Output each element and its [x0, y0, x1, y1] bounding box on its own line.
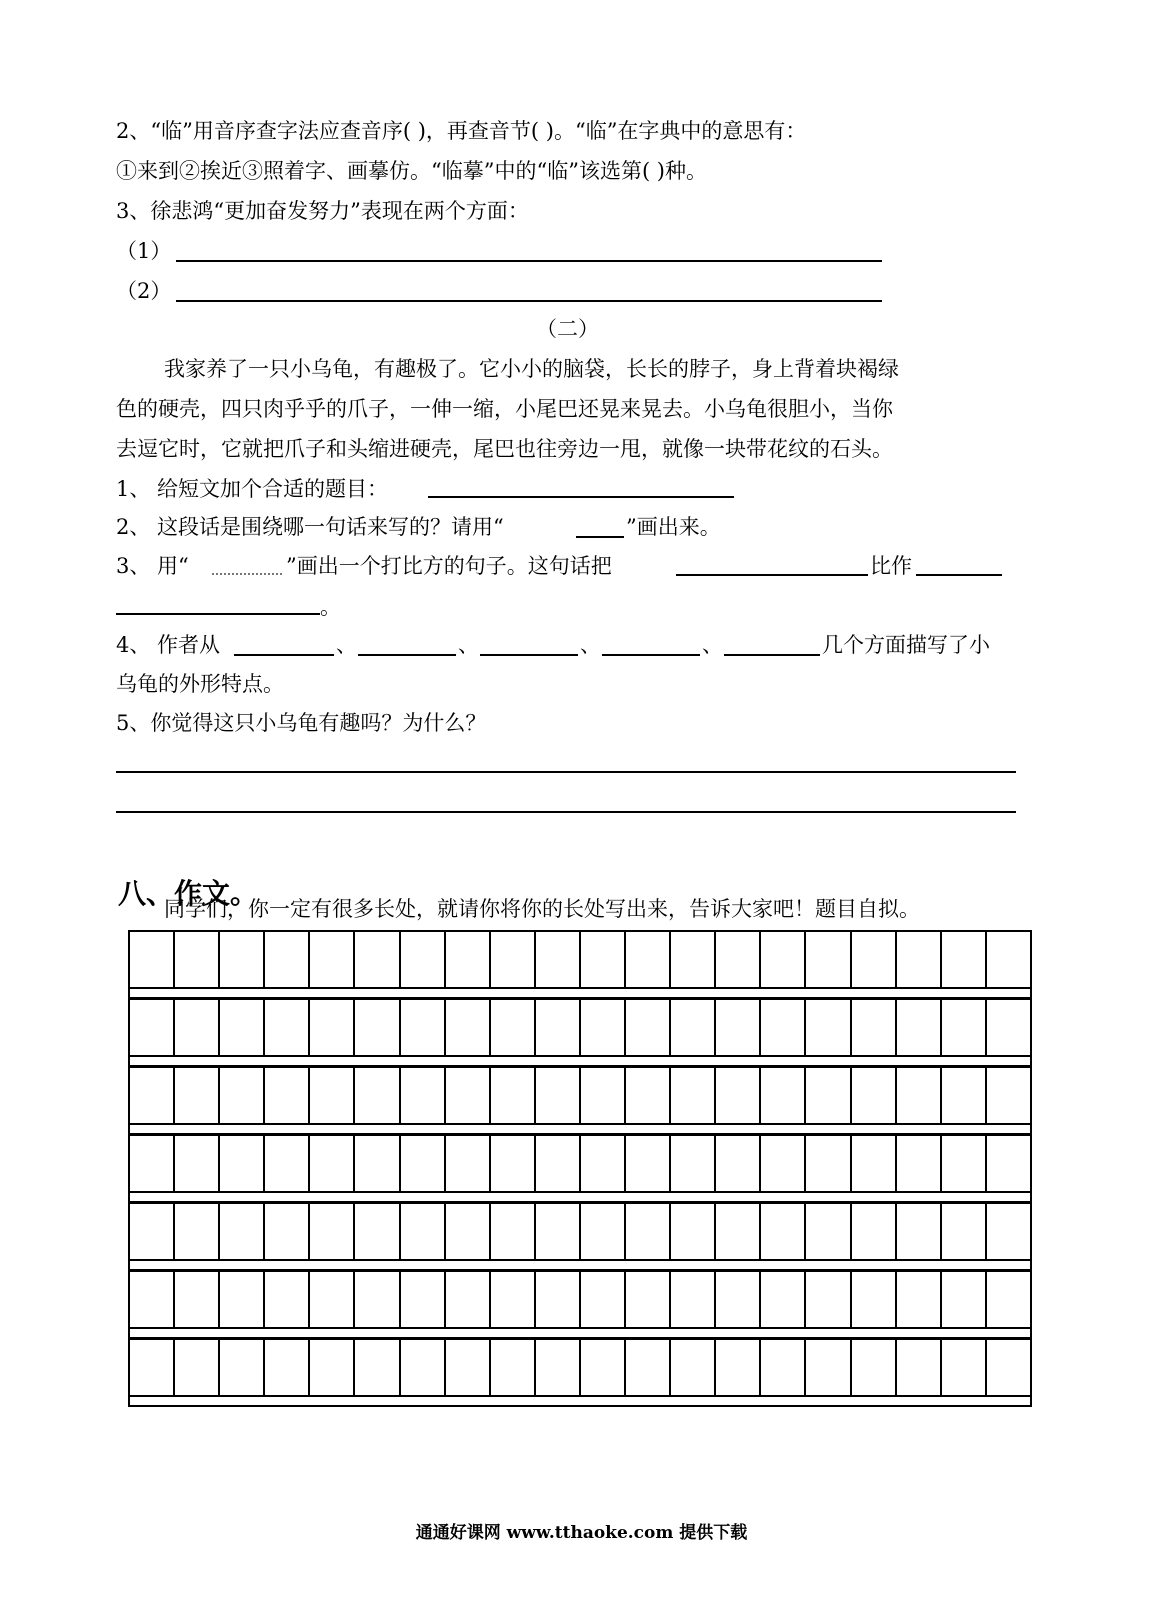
grid-cell[interactable]	[130, 1270, 175, 1327]
grid-cell[interactable]	[716, 1066, 761, 1123]
grid-cell[interactable]	[942, 930, 987, 987]
grid-cell[interactable]	[897, 1066, 942, 1123]
grid-cell[interactable]	[265, 1134, 310, 1191]
grid-cell[interactable]	[265, 1270, 310, 1327]
grid-cell[interactable]	[446, 1338, 491, 1395]
grid-cell[interactable]	[401, 1066, 446, 1123]
grid-cell[interactable]	[130, 1134, 175, 1191]
grid-cell[interactable]	[897, 1202, 942, 1259]
grid-cell[interactable]	[761, 1202, 806, 1259]
grid-cell[interactable]	[671, 1270, 716, 1327]
grid-cell[interactable]	[716, 1134, 761, 1191]
answer-line[interactable]	[234, 654, 334, 656]
grid-cell[interactable]	[446, 1202, 491, 1259]
answer-line[interactable]	[176, 300, 882, 302]
grid-cell[interactable]	[852, 1202, 897, 1259]
answer-line[interactable]	[116, 771, 1016, 773]
grid-cell[interactable]	[761, 1134, 806, 1191]
grid-cell[interactable]	[987, 1202, 1032, 1259]
grid-cell[interactable]	[897, 1134, 942, 1191]
grid-cell[interactable]	[987, 998, 1032, 1055]
grid-cell[interactable]	[761, 930, 806, 987]
grid-cell[interactable]	[942, 1202, 987, 1259]
grid-cell[interactable]	[310, 930, 355, 987]
separator: 、	[580, 633, 601, 657]
grid-cell[interactable]	[626, 1270, 671, 1327]
grid-cell[interactable]	[581, 1134, 626, 1191]
grid-cell[interactable]	[806, 1066, 851, 1123]
answer-line[interactable]	[116, 613, 320, 615]
grid-cell[interactable]	[626, 1202, 671, 1259]
grid-cell[interactable]	[852, 1134, 897, 1191]
grid-cell[interactable]	[310, 1134, 355, 1191]
grid-cell[interactable]	[761, 1270, 806, 1327]
grid-cell[interactable]	[536, 930, 581, 987]
grid-cell[interactable]	[130, 930, 175, 987]
grid-cell[interactable]	[355, 1134, 400, 1191]
grid-cell[interactable]	[942, 1134, 987, 1191]
grid-cell[interactable]	[942, 1270, 987, 1327]
grid-cell[interactable]	[175, 1066, 220, 1123]
grid-cell[interactable]	[536, 1270, 581, 1327]
grid-cell[interactable]	[761, 998, 806, 1055]
footer-credit: 通通好课网 www.tthaoke.com 提供下载	[415, 1523, 748, 1543]
grid-cell[interactable]	[581, 998, 626, 1055]
grid-cell[interactable]	[220, 1066, 265, 1123]
grid-cell[interactable]	[265, 1338, 310, 1395]
grid-cell[interactable]	[987, 930, 1032, 987]
separator: 、	[458, 633, 479, 657]
grid-cell[interactable]	[671, 1134, 716, 1191]
grid-cell[interactable]	[401, 1202, 446, 1259]
question-1: 1、 给短文加个合适的题目：	[116, 477, 389, 501]
grid-cell[interactable]	[310, 1270, 355, 1327]
grid-cell[interactable]	[536, 998, 581, 1055]
grid-cell[interactable]	[491, 1066, 536, 1123]
grid-cell[interactable]	[310, 1338, 355, 1395]
grid-cell[interactable]	[310, 1202, 355, 1259]
grid-cell[interactable]	[581, 1202, 626, 1259]
grid-cell[interactable]	[175, 1270, 220, 1327]
grid-cell[interactable]	[987, 1134, 1032, 1191]
grid-cell[interactable]	[491, 930, 536, 987]
answer-line[interactable]	[428, 496, 734, 498]
question-3-part-b: ”画出一个打比方的句子。这句话把	[286, 554, 612, 578]
passage-line-2: 色的硬壳，四只肉乎乎的爪子，一伸一缩，小尾巴还晃来晃去。小乌龟很胆小，当你	[116, 397, 893, 421]
question-3-item-1: （1）	[116, 239, 172, 263]
grid-cell[interactable]	[626, 930, 671, 987]
grid-cell[interactable]	[265, 998, 310, 1055]
grid-cell[interactable]	[355, 1338, 400, 1395]
separator: 、	[336, 633, 357, 657]
grid-cell[interactable]	[626, 1338, 671, 1395]
grid-cell[interactable]	[536, 1338, 581, 1395]
grid-cell[interactable]	[446, 1066, 491, 1123]
grid-cell[interactable]	[806, 998, 851, 1055]
question-3: 3、徐悲鸿“更加奋发努力”表现在两个方面：	[116, 199, 529, 223]
answer-line[interactable]	[176, 260, 882, 262]
passage-line-3: 去逗它时，它就把爪子和头缩进硬壳，尾巴也往旁边一甩，就像一块带花纹的石头。	[116, 437, 893, 461]
answer-line[interactable]	[676, 574, 868, 576]
question-3-part-a: 3、 用“	[116, 554, 189, 578]
grid-cell[interactable]	[491, 1202, 536, 1259]
grid-cell[interactable]	[852, 998, 897, 1055]
grid-cell[interactable]	[536, 1202, 581, 1259]
grid-cell[interactable]	[355, 930, 400, 987]
grid-cell[interactable]	[806, 1270, 851, 1327]
grid-cell[interactable]	[220, 1270, 265, 1327]
answer-line[interactable]	[724, 654, 820, 656]
answer-line[interactable]	[480, 654, 578, 656]
question-4-part-a: 4、 作者从	[116, 633, 221, 657]
grid-cell[interactable]	[446, 998, 491, 1055]
grid-cell[interactable]	[761, 1338, 806, 1395]
answer-line[interactable]	[916, 574, 1002, 576]
grid-cell[interactable]	[175, 930, 220, 987]
grid-cell[interactable]	[806, 1134, 851, 1191]
passage-line-1: 我家养了一只小乌龟，有趣极了。它小小的脑袋，长长的脖子，身上背着块褐绿	[164, 357, 899, 381]
grid-cell[interactable]	[852, 1338, 897, 1395]
grid-cell[interactable]	[401, 1134, 446, 1191]
grid-cell[interactable]	[942, 998, 987, 1055]
grid-cell[interactable]	[716, 930, 761, 987]
grid-cell[interactable]	[401, 1338, 446, 1395]
grid-cell[interactable]	[355, 1270, 400, 1327]
grid-cell[interactable]	[852, 1066, 897, 1123]
grid-cell[interactable]	[446, 1134, 491, 1191]
grid-cell[interactable]	[671, 1202, 716, 1259]
grid-cell[interactable]	[852, 930, 897, 987]
grid-cell[interactable]	[716, 1202, 761, 1259]
grid-cell[interactable]	[536, 1066, 581, 1123]
grid-cell[interactable]	[806, 930, 851, 987]
question-2-part-b: ”画出来。	[626, 515, 721, 539]
grid-cell[interactable]	[130, 1202, 175, 1259]
grid-cell[interactable]	[401, 1270, 446, 1327]
grid-cell[interactable]	[220, 1134, 265, 1191]
grid-cell[interactable]	[536, 1134, 581, 1191]
grid-cell[interactable]	[401, 998, 446, 1055]
grid-cell[interactable]	[581, 1338, 626, 1395]
grid-cell[interactable]	[310, 998, 355, 1055]
question-5: 5、你觉得这只小乌龟有趣吗？为什么？	[116, 711, 487, 735]
grid-cell[interactable]	[355, 998, 400, 1055]
grid-cell[interactable]	[220, 1202, 265, 1259]
grid-cell[interactable]	[491, 1134, 536, 1191]
grid-cell[interactable]	[130, 998, 175, 1055]
grid-cell[interactable]	[626, 998, 671, 1055]
grid-cell[interactable]	[897, 1338, 942, 1395]
grid-cell[interactable]	[130, 1066, 175, 1123]
grid-cell[interactable]	[716, 1338, 761, 1395]
grid-cell[interactable]	[806, 1338, 851, 1395]
grid-cell[interactable]	[446, 930, 491, 987]
grid-cell[interactable]	[265, 930, 310, 987]
grid-cell[interactable]	[491, 998, 536, 1055]
grid-cell[interactable]	[175, 998, 220, 1055]
grid-cell[interactable]	[581, 1066, 626, 1123]
grid-cell[interactable]	[716, 1270, 761, 1327]
question-3-end: 。	[320, 595, 341, 619]
grid-cell[interactable]	[716, 998, 761, 1055]
grid-cell[interactable]	[220, 930, 265, 987]
composition-prompt: 同学们，你一定有很多长处，就请你将你的长处写出来，告诉大家吧！题目自拟。	[164, 897, 920, 921]
grid-cell[interactable]	[987, 1066, 1032, 1123]
grid-cell[interactable]	[897, 1270, 942, 1327]
grid-cell[interactable]	[491, 1338, 536, 1395]
grid-cell[interactable]	[355, 1202, 400, 1259]
grid-cell[interactable]	[220, 998, 265, 1055]
grid-cell[interactable]	[897, 998, 942, 1055]
grid-cell[interactable]	[401, 930, 446, 987]
separator: 、	[702, 633, 723, 657]
grid-cell[interactable]	[671, 998, 716, 1055]
grid-cell[interactable]	[220, 1338, 265, 1395]
answer-line[interactable]	[358, 654, 456, 656]
question-2-line-1: 2、“临”用音序查字法应查音序( )，再查音节( )。“临”在字典中的意思有：	[116, 119, 807, 143]
grid-cell[interactable]	[265, 1066, 310, 1123]
grid-cell[interactable]	[942, 1338, 987, 1395]
grid-cell[interactable]	[626, 1066, 671, 1123]
question-2-part-a: 2、 这段话是围绕哪一句话来写的？请用“	[116, 515, 504, 539]
underline-sample	[576, 536, 624, 538]
grid-cell[interactable]	[175, 1338, 220, 1395]
grid-cell[interactable]	[626, 1134, 671, 1191]
grid-cell[interactable]	[130, 1338, 175, 1395]
wavy-line-sample	[212, 569, 282, 575]
grid-cell[interactable]	[671, 930, 716, 987]
question-4-line-2: 乌龟的外形特点。	[116, 672, 284, 696]
grid-cell[interactable]	[355, 1066, 400, 1123]
grid-cell[interactable]	[761, 1066, 806, 1123]
grid-cell[interactable]	[310, 1066, 355, 1123]
question-2-line-2: ①来到②挨近③照着字、画摹仿。“临摹”中的“临”该选第( )种。	[116, 159, 708, 183]
grid-cell[interactable]	[671, 1066, 716, 1123]
answer-line[interactable]	[116, 811, 1016, 813]
answer-line[interactable]	[602, 654, 700, 656]
grid-cell[interactable]	[897, 930, 942, 987]
grid-cell[interactable]	[581, 930, 626, 987]
grid-cell[interactable]	[446, 1270, 491, 1327]
grid-cell[interactable]	[175, 1134, 220, 1191]
section-heading: （二）	[536, 317, 599, 341]
grid-cell[interactable]	[987, 1338, 1032, 1395]
question-3-part-c: 比作	[870, 554, 912, 578]
grid-cell[interactable]	[806, 1202, 851, 1259]
grid-cell[interactable]	[671, 1338, 716, 1395]
grid-cell[interactable]	[581, 1270, 626, 1327]
grid-cell[interactable]	[265, 1202, 310, 1259]
composition-heading: 八、作文。	[118, 877, 259, 910]
grid-cell[interactable]	[491, 1270, 536, 1327]
question-3-item-2: （2）	[116, 279, 172, 303]
grid-cell[interactable]	[987, 1270, 1032, 1327]
grid-cell[interactable]	[852, 1270, 897, 1327]
question-4-part-b: 几个方面描写了小	[822, 633, 990, 657]
grid-cell[interactable]	[175, 1202, 220, 1259]
grid-cell[interactable]	[942, 1066, 987, 1123]
